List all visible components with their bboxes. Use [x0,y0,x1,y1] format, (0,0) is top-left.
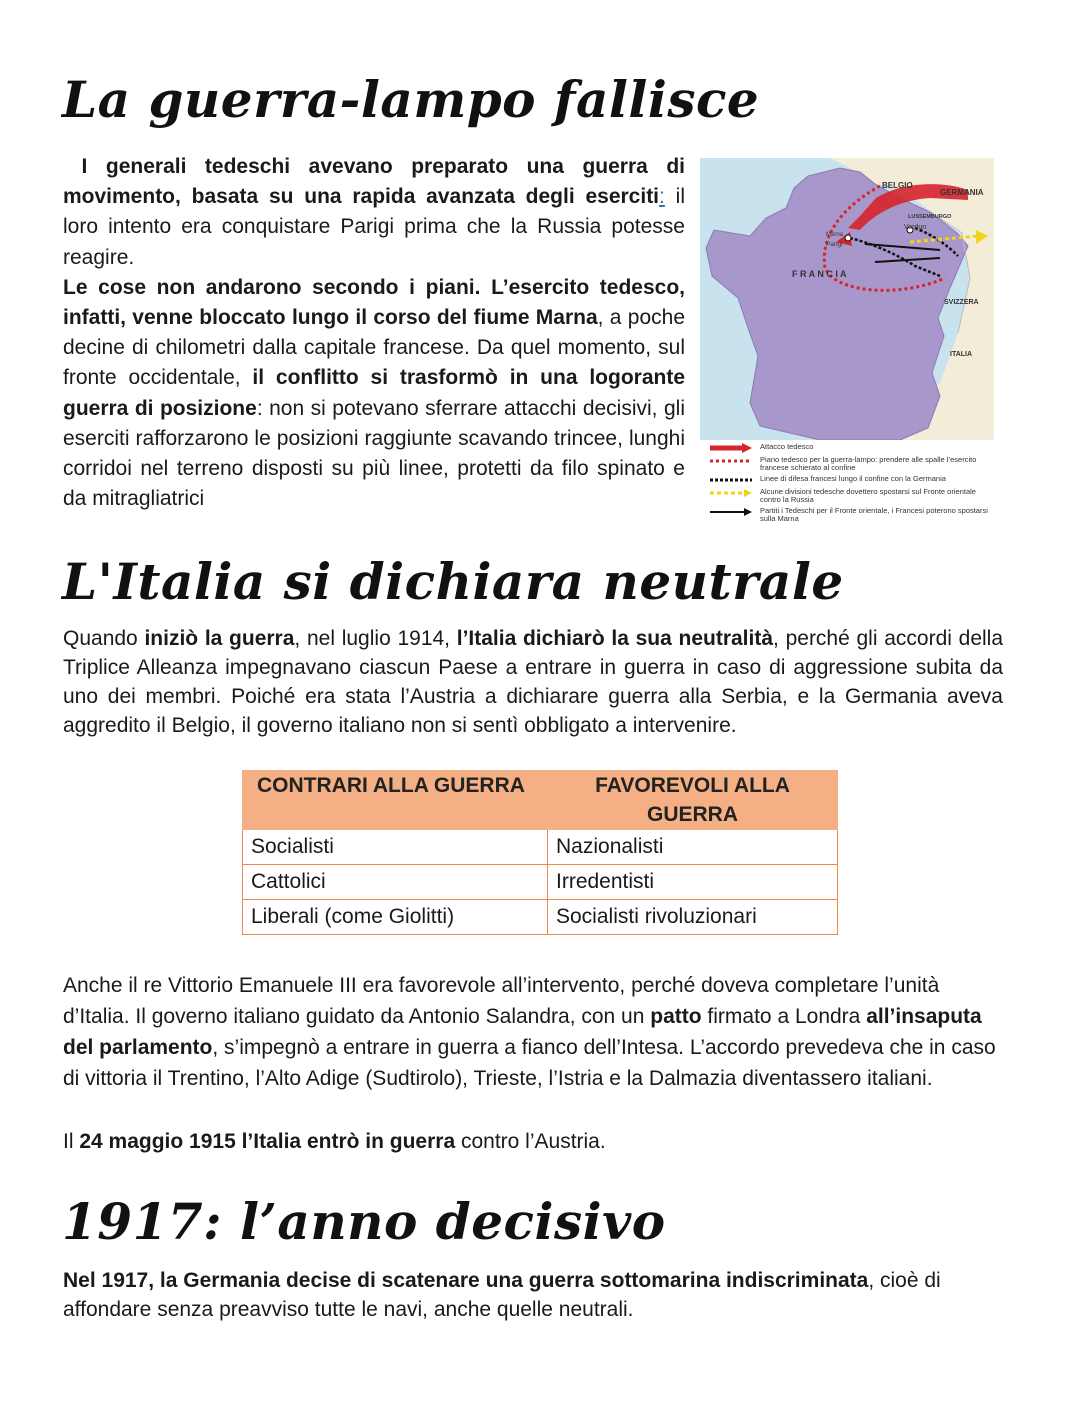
text: , cioè di affondare senza preavviso tutte le navi, anche quelle neutrali. [63,1269,941,1321]
bold-text: l’Italia dichiarò la sua neutralità [456,627,774,650]
bold-text: Nel 1917, la Germania decise di scatenare una guerra sottomarina indiscriminata [63,1269,869,1292]
table-cell: Nazionalisti [548,830,838,865]
legend-text: Linee di difesa francesi lungo il confine con la Germania [760,474,946,483]
label-parigi: Parigi [826,241,843,248]
table-row [243,830,838,865]
bold-text: I generali tedeschi avevano preparato una guerra di movimento, basata su una rapida avanzata degli eserciti [63,155,685,209]
heading-guerra-lampo: La guerra-lampo fallisce [62,70,760,129]
text: , a poche decine di chilometri dalla capitale francese. Da quel momento, sul fronte occidentale, [63,306,685,390]
label-germania: GERMANIA [940,188,984,197]
table-cell: Liberali (come Giolitti) [243,900,548,935]
black-dotted-line-icon [708,475,754,485]
table-cell: Cattolici [243,865,548,900]
paragraph-1917 [63,1266,1003,1324]
paragraph-intervento [63,970,1003,1094]
text: firmato a Londra [701,1005,867,1028]
text: , perché gli accordi della Triplice Alleanza impegnavano ciascun Paese a entrare in guerra in caso di aggressione subita da uno dei membri. Poiché era stata l’Austria a dichiarare guerra alla Serbia, e la Germania aveva aggredito il Belgio, il governo italiano non si sentì obbligato a intervenire. [63,627,1004,737]
table-header-row [243,771,838,830]
text: Anche il re Vittorio Emanuele III era favorevole all’intervento, perché doveva completare l’unità d’Italia. Il governo italiano guidato da Antonio Salandra, con un [63,974,940,1028]
label-francia: F R A N C I A [792,269,847,279]
legend-item [708,488,994,504]
table-row [243,865,838,900]
label-svizzera: SVIZZERA [944,299,979,306]
table-cell: Socialisti rivoluzionari [548,900,838,935]
header-favorevoli: FAVOREVOLI ALLA GUERRA [548,771,838,830]
label-verdun: Verdun [904,224,927,231]
bold-text: 24 maggio 1915 l’Italia entrò in guerra [79,1130,456,1153]
paragraph-entrata-guerra [63,1126,1003,1157]
red-arrow-icon [708,443,754,453]
bold-text: iniziò la guerra [144,627,295,650]
label-italia: ITALIA [950,351,973,358]
label-lussemburgo: LUSSEMBURGO [908,214,952,220]
heading-italia-neutrale: L'Italia si dichiara neutrale [62,552,844,611]
label-belgio: BELGIO [882,181,913,190]
label-marna: Marna [826,232,844,238]
legend-text: Piano tedesco per la guerra-lampo: prendere alle spalle l’esercito francese schierato al confine [760,455,977,472]
bold-text: il conflitto si trasformò in una logorante guerra di posizione [63,366,685,420]
header-contrari: CONTRARI ALLA GUERRA [243,771,548,830]
legend-item [708,443,994,453]
paragraph-neutralita [63,624,1003,740]
legend-text: Alcune divisioni tedesche dovettero spostarsi sul Fronte orientale contro la Russia [760,487,976,504]
text: Il [63,1130,80,1153]
legend-text: Partiti i Tedeschi per il Fronte orientale, i Francesi poterono spostarsi sulla Marna [760,506,988,523]
legend-item [708,475,994,485]
text: contro l’Austria. [455,1130,606,1153]
legend-text: Attacco tedesco [760,442,814,451]
legend-item [708,456,994,472]
text: , nel luglio 1914, [294,627,457,650]
colon-mark: : [659,185,665,209]
bold-text: all’insaputa del parlamento [63,1005,982,1059]
text: il loro intento era conquistare Parigi prima che la Russia potesse reagire. [63,185,685,269]
map-figure-western-front [700,158,994,534]
positions-table [242,770,838,935]
table-cell: Socialisti [243,830,548,865]
text: , s’impegnò a entrare in guerra a fianco dell’Intesa. L’accordo prevedeva che in caso di vittoria il Trentino, l’Alto Adige (Sudtirolo), Trieste, l’Istria e la Dalmazia diventassero italiani. [63,1036,996,1090]
bold-text: patto [650,1005,702,1028]
text: Quando [63,627,145,650]
heading-1917: 1917: l’anno decisivo [62,1192,666,1251]
table-row [243,900,838,935]
yellow-dotted-arrow-icon [708,488,754,498]
map-france-image [700,158,994,440]
paris-dot [845,235,851,241]
legend-item [708,507,994,523]
table-cell: Irredentisti [548,865,838,900]
text: : non si potevano sferrare attacchi decisivi, gli eserciti rafforzarono le posizioni raggiunte scavando trincee, lunghi corridoi nel terreno disposti su più linee, protetti da filo spinato e da mitragliatrici [63,396,685,511]
map-legend [708,440,994,523]
paragraph-guerra-lampo [63,152,685,514]
red-dotted-line-icon [708,456,754,466]
bold-text: Le cose non andarono secondo i piani. L’esercito tedesco, infatti, venne bloccato lungo il corso del fiume Marna [63,275,685,330]
black-arrow-icon [708,507,754,517]
